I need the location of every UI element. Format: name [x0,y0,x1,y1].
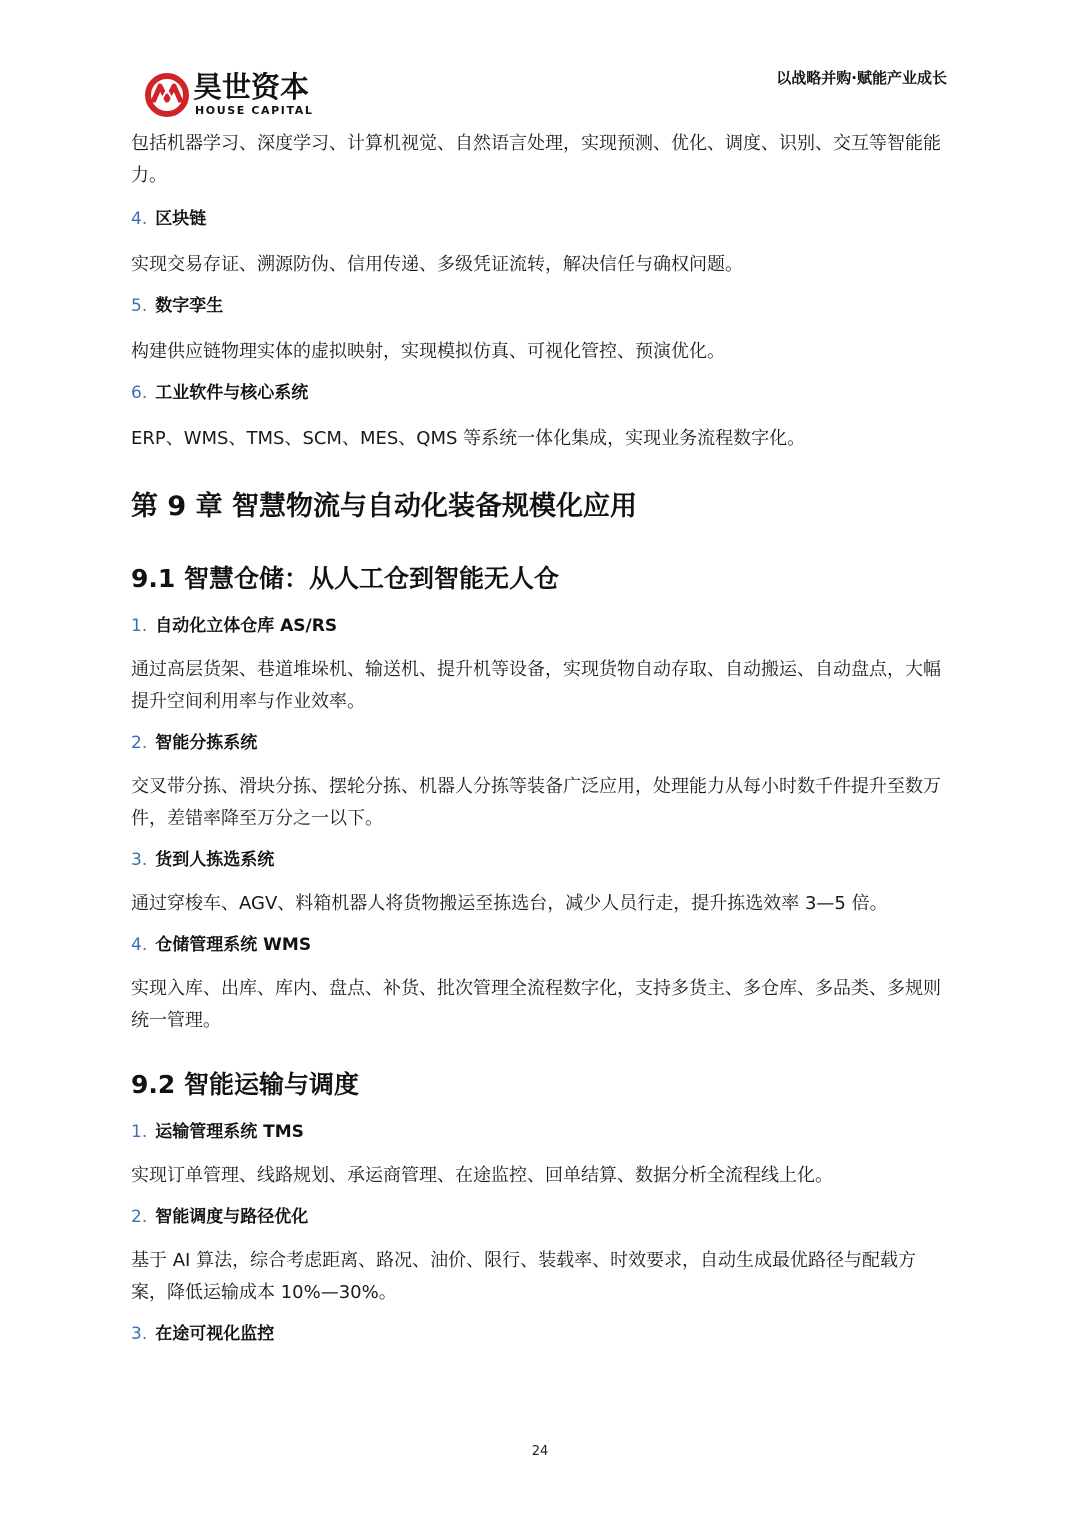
paragraph: 基于 AI 算法，综合考虑距离、路况、油价、限行、装载率、时效要求，自动生成最优路径与配载方案，降低运输成本 10%—30%。 [131,1250,917,1303]
paragraph: 实现订单管理、线路规划、承运商管理、在途监控、回单结算、数据分析全流程线上化。 [131,1165,833,1186]
paragraph: 实现交易存证、溯源防伪、信用传递、多级凭证流转，解决信任与确权问题。 [131,254,743,275]
paragraph: 通过高层货架、巷道堆垛机、输送机、提升机等设备，实现货物自动存取、自动搬运、自动盘点，大幅提升空间利用率与作业效率。 [131,659,941,712]
list-number: 3. [131,1324,148,1344]
list-number: 4. [131,209,148,229]
list-number: 4. [131,935,148,955]
chapter-heading: 第 9 章 智慧物流与自动化装备规模化应用 [131,491,637,522]
list-item-heading [131,206,951,232]
list-title: 工业软件与核心系统 [155,383,309,403]
list-number: 2. [131,1207,148,1227]
list-item-heading [131,1119,951,1145]
paragraph: 通过穿梭车、AGV、料箱机器人将货物搬运至拣选台，减少人员行走，提升拣选效率 3—5 倍。 [131,893,888,914]
list-item-heading [131,730,951,756]
paragraph: 构建供应链物理实体的虚拟映射，实现模拟仿真、可视化管控、预演优化。 [131,341,725,362]
page-number: 24 [531,1444,549,1459]
list-item-heading [131,380,951,406]
list-title: 运输管理系统 TMS [155,1122,304,1142]
list-title: 仓储管理系统 WMS [155,935,312,955]
list-title: 智能分拣系统 [155,733,258,753]
page-header [0,0,1080,130]
list-item-heading [131,847,951,873]
list-number: 3. [131,850,148,870]
paragraph: ERP、WMS、TMS、SCM、MES、QMS 等系统一体化集成，实现业务流程数字化。 [131,428,806,449]
section-heading: 9.2 智能运输与调度 [131,1070,359,1099]
list-title: 货到人拣选系统 [155,850,275,870]
paragraph: 交叉带分拣、滑块分拣、摆轮分拣、机器人分拣等装备广泛应用，处理能力从每小时数千件提升至数万件，差错率降至万分之一以下。 [131,776,941,829]
list-number: 1. [131,616,148,636]
company-logo [143,70,313,122]
list-item-heading [131,1321,951,1347]
section-heading: 9.1 智慧仓储：从人工仓到智能无人仓 [131,564,559,593]
logo-english-name: HOUSE CAPITAL [195,104,314,117]
document-body [131,128,951,1347]
house-capital-logo-icon [143,72,191,118]
logo-chinese-name: 昊世资本 [193,70,310,104]
list-number: 2. [131,733,148,753]
list-title: 智能调度与路径优化 [155,1207,309,1227]
list-item-heading [131,932,951,958]
list-item-heading [131,293,951,319]
list-number: 6. [131,383,148,403]
list-number: 1. [131,1122,148,1142]
list-item-heading [131,613,951,639]
list-number: 5. [131,296,148,316]
header-slogan: 以战略并购·赋能产业成长 [776,69,947,87]
list-title: 数字孪生 [155,296,224,316]
list-title: 自动化立体仓库 AS/RS [155,616,338,636]
list-title: 在途可视化监控 [155,1324,275,1344]
list-title: 区块链 [155,209,207,229]
paragraph: 实现入库、出库、库内、盘点、补货、批次管理全流程数字化，支持多货主、多仓库、多品类、多规则统一管理。 [131,978,941,1031]
paragraph: 包括机器学习、深度学习、计算机视觉、自然语言处理，实现预测、优化、调度、识别、交互等智能能力。 [131,133,941,186]
list-item-heading [131,1204,951,1230]
